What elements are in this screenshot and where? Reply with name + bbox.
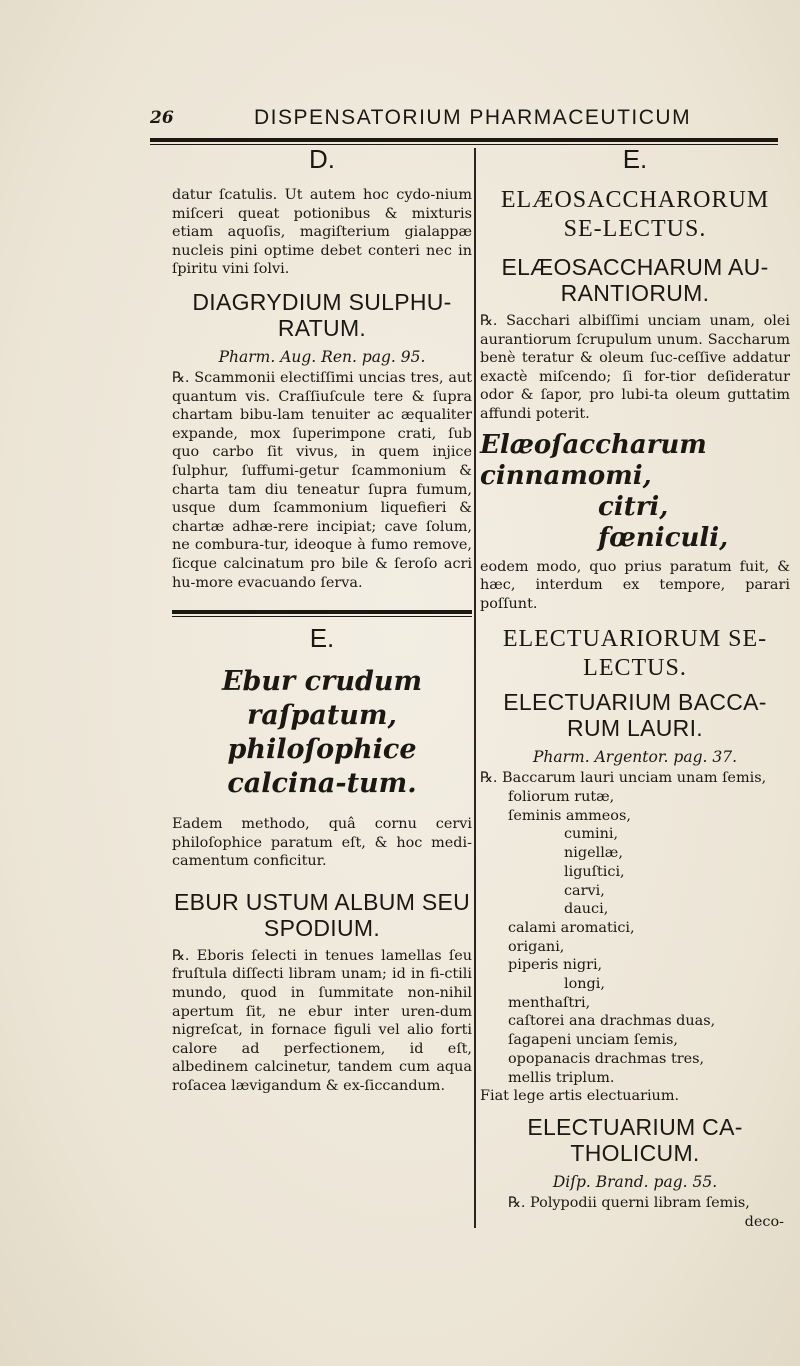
right-column	[480, 140, 790, 1231]
paragraph-eboris: ℞. Eboris ſelecti in tenues lamellas ſeu fruſtula diſſecti libram unam; id in fi-ctili mundo, quod in ſummitate non-nihil apertum ſit, ne ebur inter uren-dum nigreſcat, in fornace figuli vel alio forti calore ad perfectionem, id eſt, albedinem calcinetur, tandem cum aqua roſacea lævigandum & ex-ſiccandum.	[172, 947, 472, 1095]
recipe-item: foliorum rutæ,	[508, 789, 615, 806]
page-header	[150, 108, 780, 138]
paragraph-polypodii: ℞. Polypodii querni libram ſemis,	[508, 1195, 750, 1211]
elaeosaccharum-citri: citri,	[598, 491, 669, 522]
paragraph-sacchari: ℞. Sacchari albiſſimi unciam unam, olei aurantiorum ſcrupulum unum. Saccharum benè teratur & oleum ſuc-ceſſive addatur exactè miſcendo; ſi for-tior deſideratur odor & ſapor, pro lubi-ta oleum guttatim affundi poterit.	[480, 313, 790, 422]
recipe-item: longi,	[564, 976, 605, 993]
elaeosaccharum-cinnamomi: Elæoſaccharum cinnamomi,	[480, 429, 707, 491]
running-title: DISPENSATORIUM PHARMACEUTICUM	[254, 106, 692, 129]
recipe-item: cumini,	[564, 826, 619, 843]
recipe-item: Fiat lege artis electuarium.	[480, 1088, 680, 1105]
section-letter-e-right: E.	[622, 144, 648, 174]
reference-argentor: Pharm. Argentor. pag. 37.	[532, 748, 737, 767]
heading-elaeosaccharum-aurantiorum: ELÆOSACCHARUM AU-RANTIORUM.	[501, 254, 769, 306]
reference-aug: Pharm. Aug. Ren. pag. 95.	[218, 347, 426, 366]
paragraph-eadem: Eadem methodo, quâ cornu cervi philoſophice paratum eſt, & hoc medi-camentum conficitur.	[172, 816, 472, 870]
recipe-item: origani,	[508, 938, 565, 955]
paragraph-scammonii: ℞. Scammonii electiſſimi uncias tres, aut quantum vis. Craſſiuſcule tere & ſupra chartam bibu-lam tenuiter ac æqualiter expande, mox ſuperimpone crati, ſub quo carbo ſit vivus, in quem injice ſulphur, ſuffumi-getur ſcammonium & charta tam diu teneatur ſupra fumum, usque dum ſcammonium liquefieri & chartæ adhæ-rere incipiat; cave ſolum, ne combura-tur, ideoque à fumo remove, ſicque calcinatum pro bile & ſeroſo acri hu-more evacuando ſerva.	[172, 369, 472, 591]
section-rule-thin	[172, 616, 472, 617]
recipe-item: mellis triplum.	[508, 1069, 615, 1086]
paragraph-cydonium: datur ſcatulis. Ut autem hoc cydo-nium miſceri queat potionibus & mixturis etiam aquoſis, magiſterium gialappæ nucleis pini optime debet conteri nec in ſpiritu vini ſolvi.	[172, 187, 472, 278]
heading-diagrydium: DIAGRYDIUM SULPHU-RATUM.	[192, 288, 452, 341]
recipe-item: carvi,	[564, 882, 605, 899]
section-rule	[172, 610, 472, 614]
catchword: deco-	[744, 1213, 784, 1230]
left-column	[172, 140, 472, 1096]
recipe-item: dauci,	[564, 901, 609, 918]
section-letter-e: E.	[309, 623, 335, 654]
paragraph-eodem: eodem modo, quo prius paratum fuit, & hæc, interdum ex tempore, parari poſſunt.	[480, 558, 790, 612]
recipe-item: nigellæ,	[564, 845, 623, 862]
recipe-item: ſeminis ammeos,	[508, 807, 631, 824]
heading-electuarium-catholicum: ELECTUARIUM CA-THOLICUM.	[527, 1114, 743, 1166]
elaeosaccharum-foeniculi: fœniculi,	[598, 522, 729, 553]
heading-electuariorum: ELECTUARIORUM SE-LECTUS.	[502, 626, 768, 682]
heading-ebur-ustum: EBUR USTUM ALBUM SEU SPODIUM.	[173, 888, 471, 941]
heading-electuarium-baccarum: ELECTUARIUM BACCA-RUM LAURI.	[503, 689, 767, 742]
recipe-item: opopanacis drachmas tres,	[508, 1050, 705, 1067]
column-divider	[474, 148, 476, 1228]
section-letter-d: D.	[309, 144, 335, 174]
recipe-item: ℞. Baccarum lauri unciam unam ſemis,	[480, 770, 767, 787]
recipe-item: piperis nigri,	[508, 957, 603, 974]
recipe-item: caſtorei ana drachmas duas,	[508, 1013, 716, 1030]
reference-brand: Diſp. Brand. pag. 55.	[552, 1173, 718, 1191]
recipe-item: liguſtici,	[564, 863, 625, 880]
recipe-item: calami aromatici,	[508, 919, 635, 936]
recipe-item: ſagapeni unciam ſemis,	[508, 1032, 678, 1049]
page-number: 26	[150, 108, 174, 128]
heading-elaeosaccharorum: ELÆOSACCHARORUM SE-LECTUS.	[500, 187, 770, 242]
recipe-list	[480, 769, 790, 1106]
title-ebur-crudum: Ebur crudum raſpatum, philoſophice calcina-tum.	[221, 666, 423, 800]
recipe-item: menthaſtri,	[508, 994, 591, 1011]
elaeosaccharum-list	[480, 430, 790, 554]
